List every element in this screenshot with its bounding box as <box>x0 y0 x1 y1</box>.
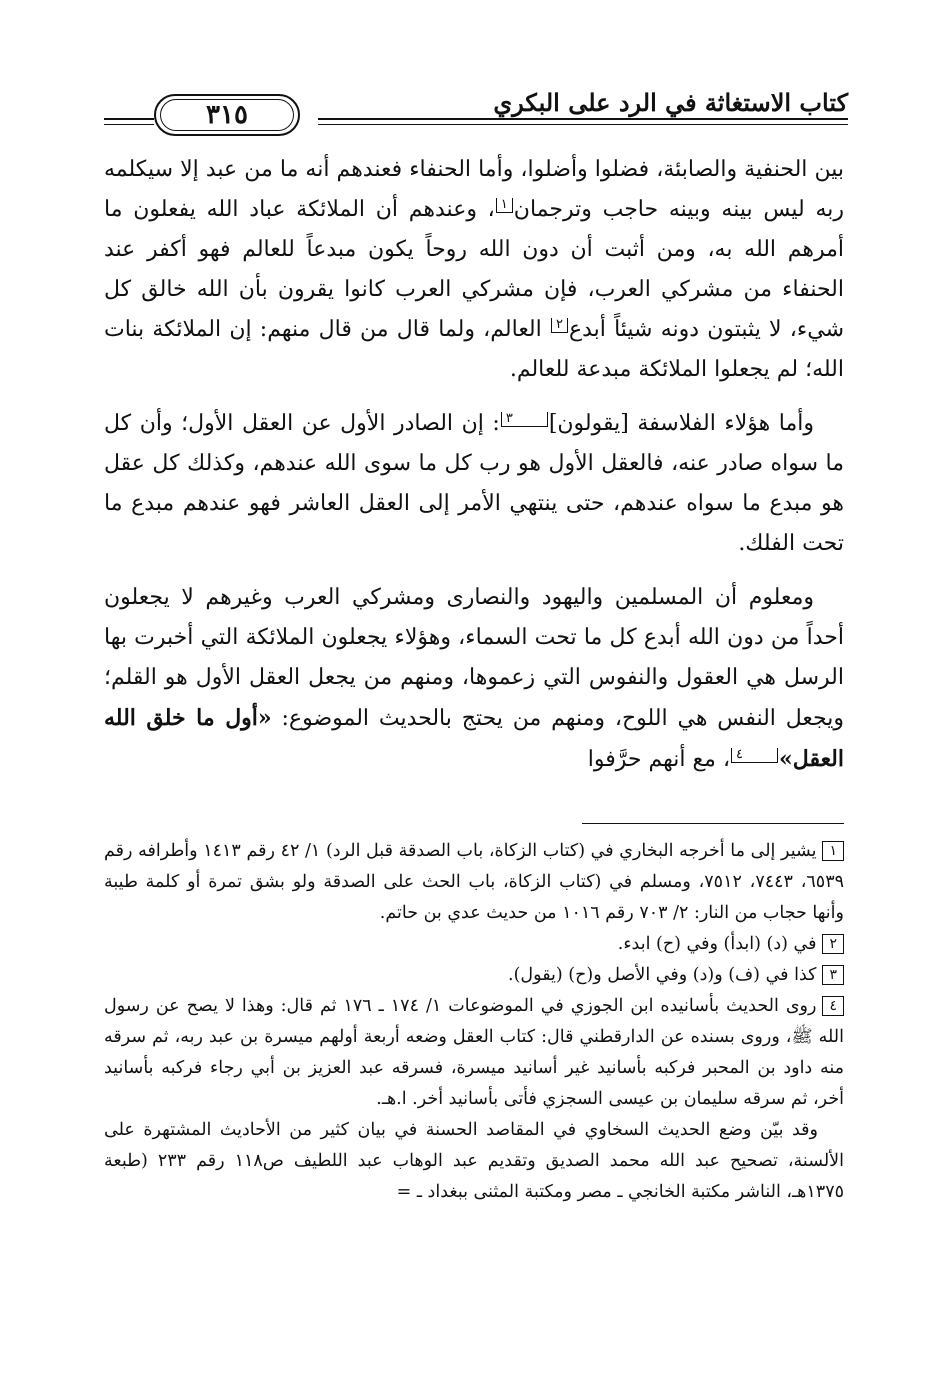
footnote-ref-1: ١ <box>496 198 513 213</box>
paragraph-2-text-a: وأما هؤلاء الفلاسفة [يقولون] <box>548 411 815 436</box>
footnote-ref-2: ٢ <box>551 318 568 333</box>
footnote-4 <box>104 991 844 1115</box>
footnote-2 <box>104 929 844 960</box>
footnote-1-number: ١ <box>822 841 844 861</box>
footnote-3-number: ٣ <box>822 965 844 985</box>
footnote-4-continuation: وقد بيّن وضع الحديث السخاوي في المقاصد الحسنة في بيان كثير من الأحاديث المشتهرة على الألسنة، تصحيح عبد الله محمد الصديق وتقديم عبد الوهاب عبد اللطيف ص١١٨ رقم ٢٣٣ (طبعة ١٣٧٥هـ، الناشر مكتبة الخانجي ـ مصر ومكتبة المثنى ببغداد ـ = <box>104 1120 844 1202</box>
footnote-3-text: كذا في (ف) و(د) وفي الأصل و(ح) (يقول). <box>508 965 817 985</box>
header-rule-left <box>104 118 154 125</box>
footnote-ref-3: ٣ <box>501 412 548 427</box>
hadith-quote: «أول ما خلق الله العقل» <box>104 705 844 772</box>
main-text <box>104 150 844 794</box>
paragraph-1-text-c: العالم، ولما قال من قال منهم: إن الملائكة بنات الله؛ لم يجعلوا الملائكة مبدعة للعالم. <box>104 317 844 382</box>
book-title: كتاب الاستغاثة في الرد على البكري <box>493 88 848 117</box>
paragraph-1-text-a: بين الحنفية والصابئة، فضلوا وأضلوا، وأما الحنفاء فعندهم أنه ما من عبد إلا سيكلمه ربه ليس بينه وبينه حاجب وترجمان <box>104 157 845 222</box>
paragraph-3-text-a: ومعلوم أن المسلمين واليهود والنصارى ومشركي العرب وغيرهم لا يجعلون أحداً من دون الله أبدع كل ما تحت السماء، وهؤلاء يجعلون الملائكة التي أخبرت بها الرسل هي العقول والنفوس التي زعموها، ومنهم من يجعل العقل الأول هو القلم؛ ويجعل النفس هي اللوح، ومنهم من يحتج بالحديث الموضوع: <box>104 585 844 731</box>
footnote-2-text: في (د) (ابدأ) وفي (ح) ابدء. <box>617 934 817 954</box>
footnote-2-number: ٢ <box>822 934 844 954</box>
footnotes <box>104 836 844 1208</box>
paragraph-3 <box>104 578 844 780</box>
footnote-ref-4: ٤ <box>731 748 778 763</box>
footnote-separator <box>582 823 844 824</box>
paragraph-2-text-b: : إن الصادر الأول عن العقل الأول؛ وأن كل ما سواه صادر عنه، فالعقل الأول هو رب كل ما سوى الله عندهم، وكذلك كل عقل هو مبدع ما سواه عندهم، حتى ينتهي الأمر إلى العقل العاشر فهو عندهم مبدع ما تحت الفلك. <box>104 411 844 556</box>
header-rule-right <box>318 118 848 125</box>
paragraph-1 <box>104 150 844 390</box>
footnote-1 <box>104 836 844 929</box>
page-number: ٣١٥ <box>160 99 294 131</box>
page-number-frame <box>154 94 300 136</box>
paragraph-2 <box>104 404 844 564</box>
footnote-4-text: روى الحديث بأسانيده ابن الجوزي في الموضوعات ١/ ١٧٤ ـ ١٧٦ ثم قال: وهذا لا يصح عن رسول الله ﷺ، وروى بسنده عن الدارقطني قال: كتاب العقل وضعه أربعة أولهم ميسرة بن عبد ربه، ثم سرقه منه داود بن المحبر فركبه بأسانيد غير أسانيد ميسرة، فسرقه عبد العزيز بن أبي رجاء فركبه بأسانيد أخر، ثم سرقه سليمان بن عيسى السجزي فأتى بأسانيد أخر. ا.هـ. <box>104 996 844 1109</box>
footnote-4-number: ٤ <box>822 996 844 1016</box>
paragraph-1-text-b: ، وعندهم أن الملائكة عباد الله يفعلون ما أمرهم الله به، ومن أثبت أن دون الله روحاً يكون مبدعاً للعالم فهو أكفر عند الحنفاء من مشركي العرب، فإن مشركي العرب كانوا يقرون بأن الله خالق كل شيء، لا يثبتون دونه شيئاً أبدع <box>104 197 844 342</box>
footnote-3 <box>104 960 844 991</box>
page-header <box>96 76 848 132</box>
footnote-1-text: يشير إلى ما أخرجه البخاري في (كتاب الزكاة، باب الصدقة قبل الرد) ١/ ٤٢ رقم ١٤١٣ وأطرافه رقم ٦٥٣٩، ٧٤٤٣، ٧٥١٢، ومسلم في (كتاب الزكاة، باب الحث على الصدقة ولو بشق تمرة أو كلمة طيبة وأنها حجاب من النار: ٢/ ٧٠٣ رقم ١٠١٦ من حديث عدي بن حاتم. <box>104 841 844 923</box>
paragraph-3-text-b: ، مع أنهم حرَّفوا <box>587 747 731 772</box>
